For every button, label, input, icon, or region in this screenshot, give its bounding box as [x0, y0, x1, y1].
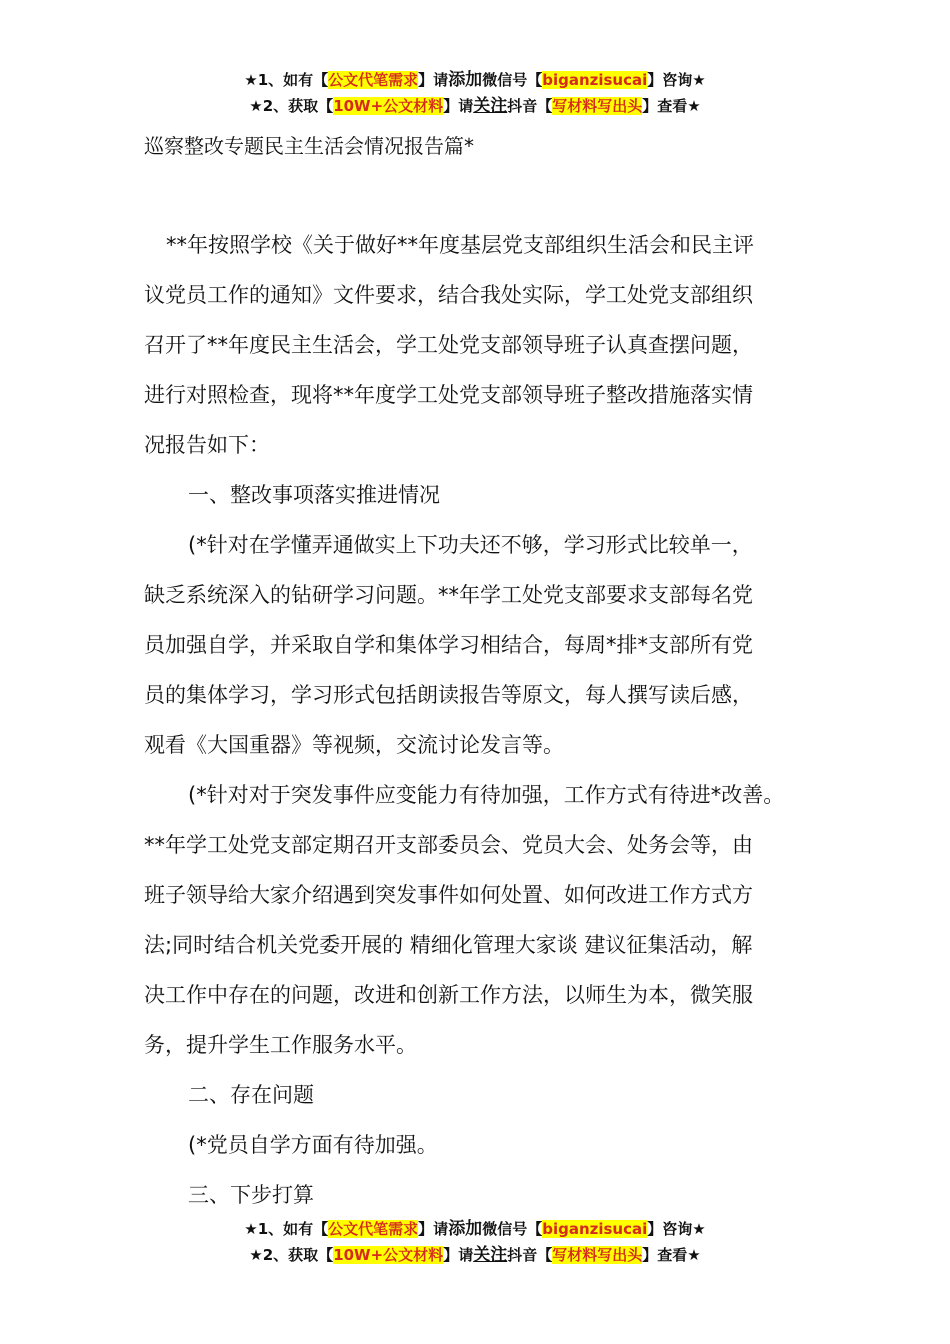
text-line: (*针对在学懂弄通做实上下功夫还不够，学习形式比较单一，: [188, 533, 753, 557]
text-line: 进行对照检查，现将**年度学工处党支部领导班子整改措施落实情: [144, 383, 753, 407]
banner-line-1: ★1、如有【公文代笔需求】请添加微信号【biganzisucai】咨询★: [244, 1219, 706, 1239]
document-body: [144, 220, 816, 1220]
text-line: 二、存在问题: [188, 1083, 314, 1107]
highlight-text: 公文代笔需求: [328, 71, 419, 89]
banner-line-1: ★1、如有【公文代笔需求】请添加微信号【biganzisucai】咨询★: [244, 70, 706, 90]
paragraph: [144, 1070, 816, 1120]
text-line: 务，提升学生工作服务水平。: [144, 1033, 417, 1057]
text-line: 法;同时结合机关党委开展的 精细化管理大家谈 建议征集活动，解: [144, 933, 753, 957]
text-line: (*党员自学方面有待加强。: [188, 1133, 438, 1157]
text-line: **年学工处党支部定期召开支部委员会、党员大会、处务会等，由: [144, 833, 753, 857]
text-line: 员的集体学习，学习形式包括朗读报告等原文，每人撰写读后感，: [144, 683, 753, 707]
banner-line-2: ★2、获取【10W+公文材料】请关注抖音【写材料写出头】查看★: [249, 96, 701, 116]
banner-line-2: ★2、获取【10W+公文材料】请关注抖音【写材料写出头】查看★: [249, 1245, 701, 1265]
highlight-text: 公文代笔需求: [328, 1220, 419, 1238]
highlight-text: 写材料写出头: [552, 97, 643, 115]
document-title: 巡察整改专题民主生活会情况报告篇*: [144, 134, 474, 158]
text-line: 议党员工作的通知》文件要求，结合我处实际，学工处党支部组织: [144, 283, 753, 307]
text-line: (*针对对于突发事件应变能力有待加强，工作方式有待进*改善。: [188, 783, 785, 807]
text-line: 决工作中存在的问题，改进和创新工作方法，以师生为本，微笑服: [144, 983, 753, 1007]
paragraph: [144, 1120, 816, 1170]
bottom-banner: [0, 1216, 950, 1268]
highlight-text: biganzisucai: [542, 71, 648, 89]
highlight-text: 写材料写出头: [552, 1246, 643, 1264]
text-line: **年按照学校《关于做好**年度基层党支部组织生活会和民主评: [166, 233, 754, 257]
text-line: 况报告如下：: [144, 433, 270, 457]
text-line: 员加强自学，并采取自学和集体学习相结合，每周*排*支部所有党: [144, 633, 753, 657]
text-line: 三、下步打算: [188, 1183, 314, 1207]
highlight-text: 10W+公文材料: [333, 97, 444, 115]
text-line: 观看《大国重器》等视频，交流讨论发言等。: [144, 733, 564, 757]
text-line: 缺乏系统深入的钻研学习问题。**年学工处党支部要求支部每名党: [144, 583, 753, 607]
highlight-text: biganzisucai: [542, 1220, 648, 1238]
paragraph: [144, 1170, 816, 1220]
top-banner: [0, 67, 950, 119]
paragraph: [144, 770, 816, 1070]
text-line: 召开了**年度民主生活会，学工处党支部领导班子认真查摆问题，: [144, 333, 753, 357]
highlight-text: 10W+公文材料: [333, 1246, 444, 1264]
text-line: 一、整改事项落实推进情况: [188, 483, 440, 507]
paragraph: [144, 520, 816, 770]
paragraph: [144, 220, 816, 470]
paragraph: [144, 470, 816, 520]
text-line: 班子领导给大家介绍遇到突发事件如何处置、如何改进工作方式方: [144, 883, 753, 907]
